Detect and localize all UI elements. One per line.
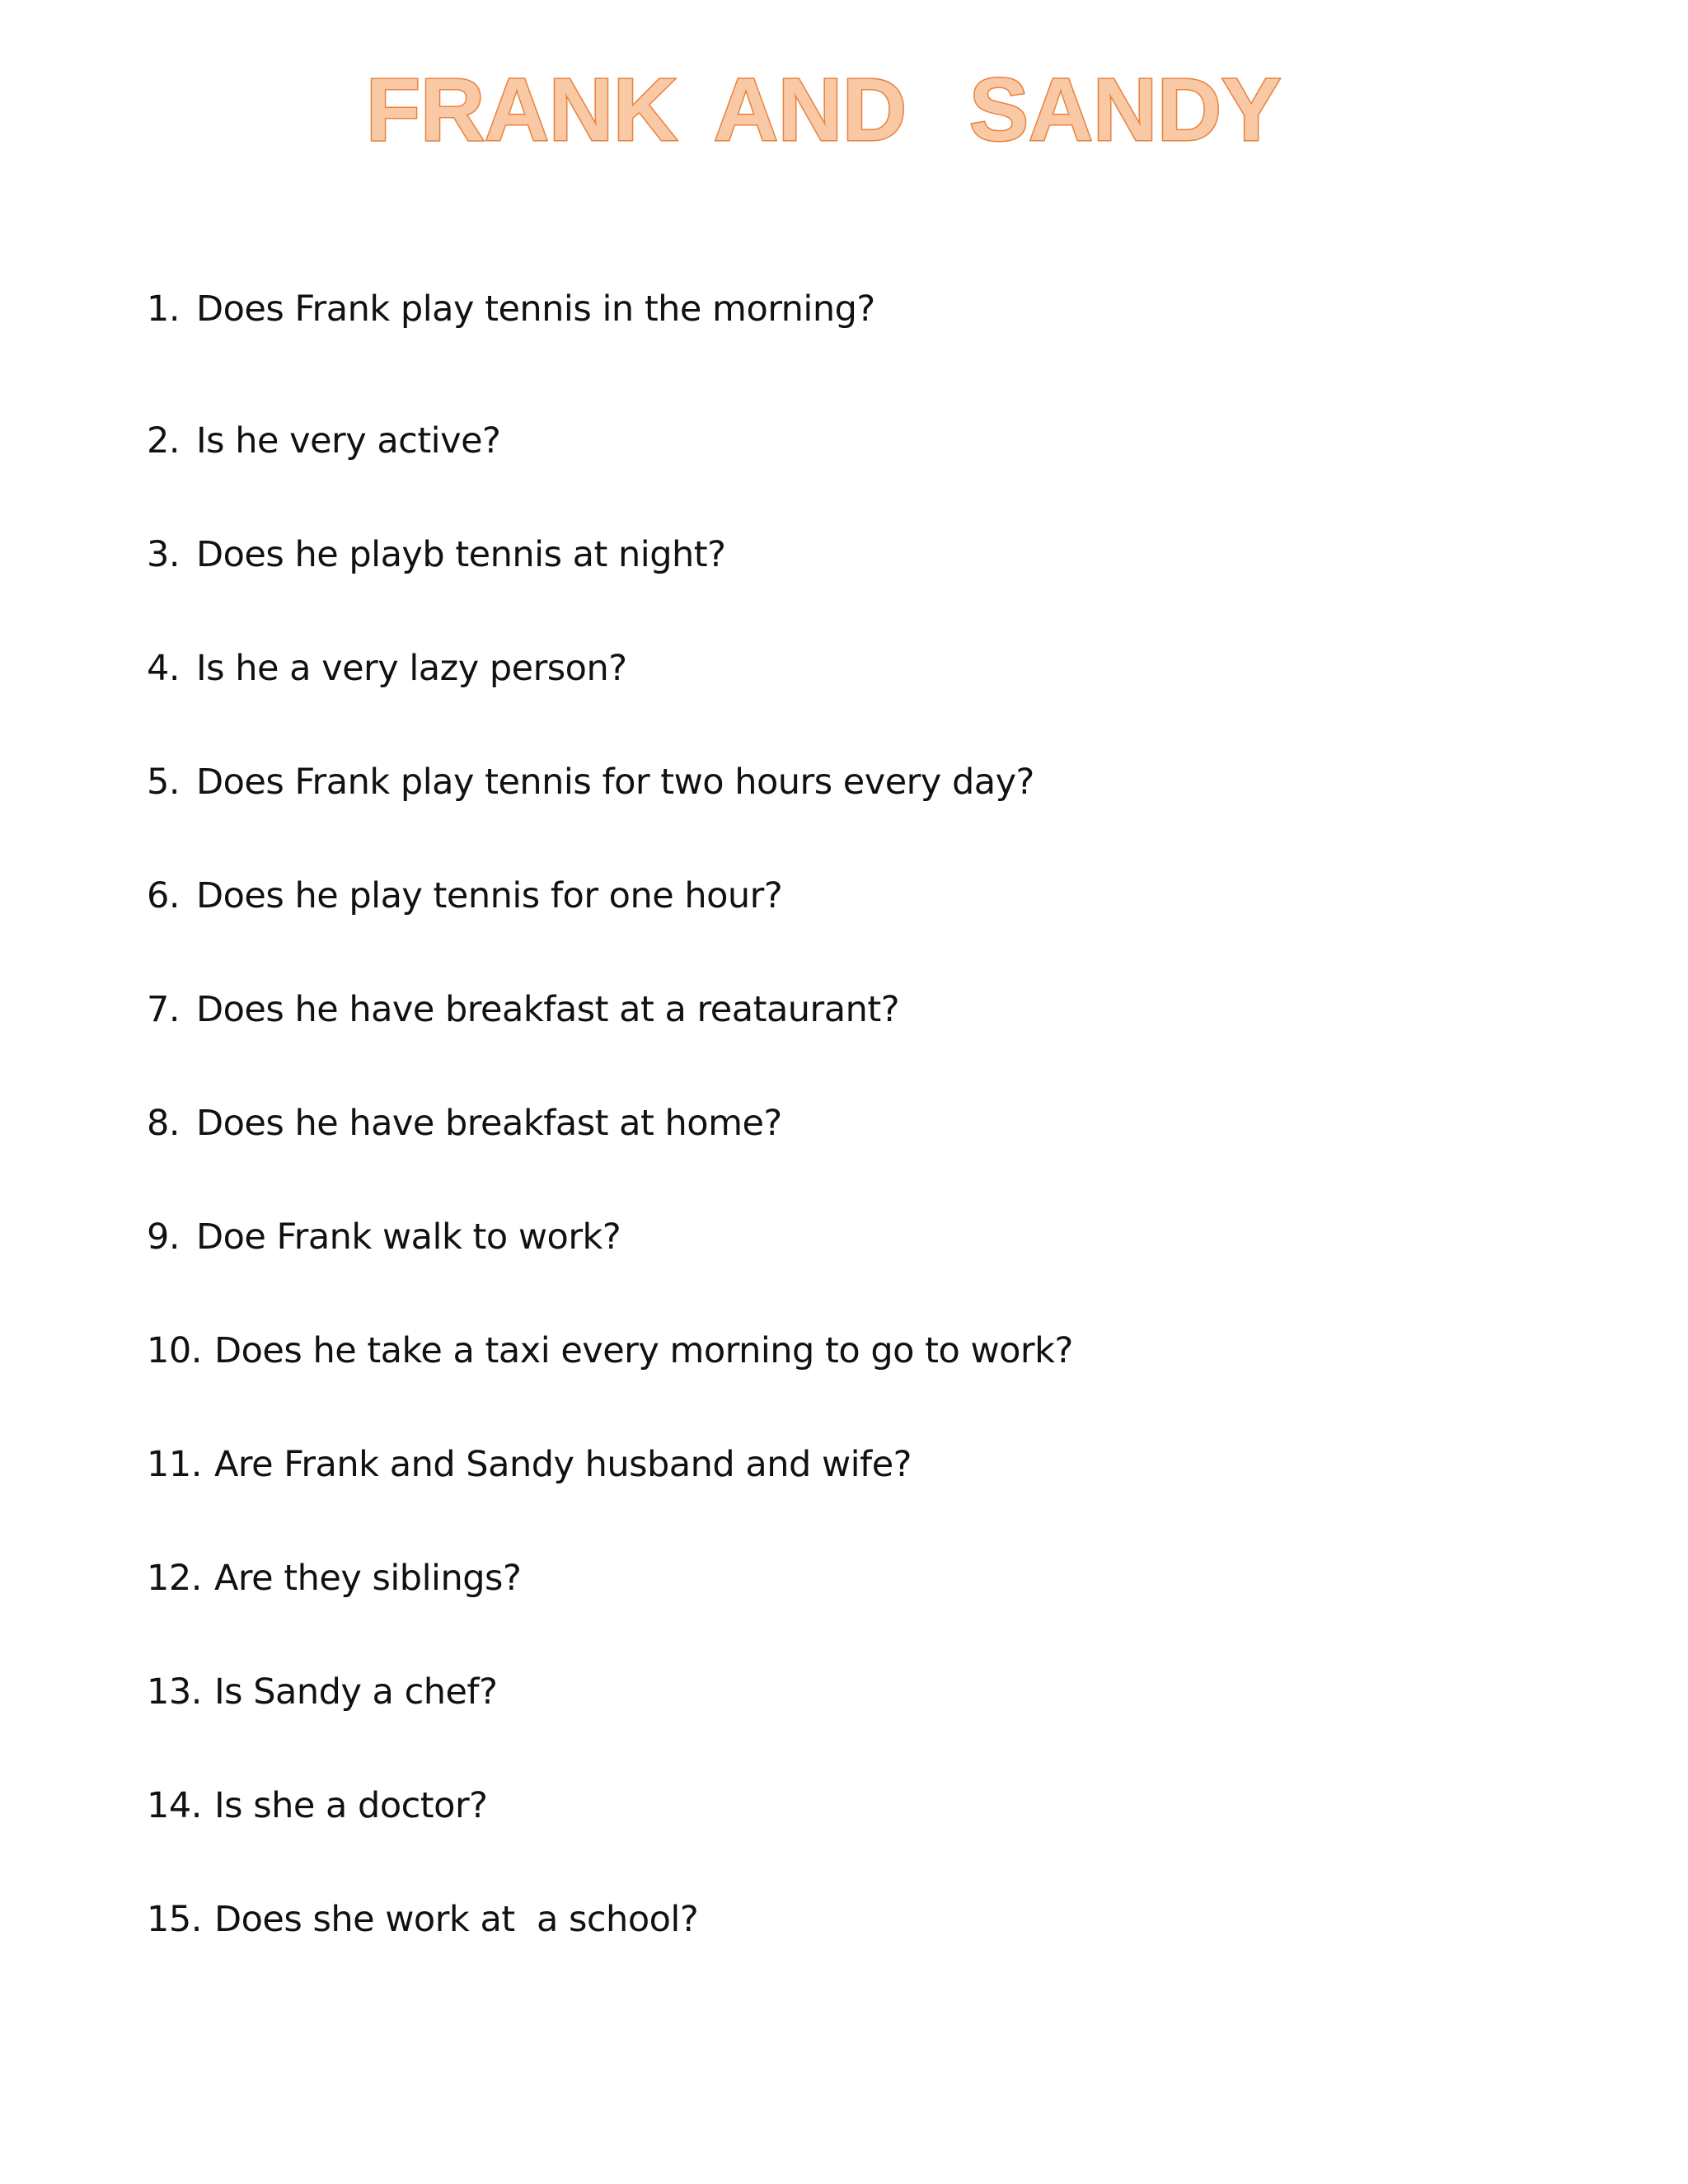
question-text: Is he very active?: [196, 420, 501, 462]
question-number: 12.: [147, 1558, 202, 1599]
question-item: [147, 757, 1034, 807]
question-text: Are Frank and Sandy husband and wife?: [214, 1444, 912, 1485]
question-item: [147, 1667, 497, 1717]
question-text: Does she work at a school?: [214, 1899, 699, 1940]
question-text: Does Frank play tennis in the morning?: [196, 288, 875, 330]
title-word-and: AND: [714, 59, 907, 157]
question-item: [147, 1440, 912, 1489]
question-number: 9.: [147, 1216, 181, 1258]
question-text: Is she a doctor?: [214, 1785, 488, 1826]
question-text: Does he playb tennis at night?: [196, 534, 726, 575]
question-text: Does he take a taxi every morning to go to work?: [214, 1330, 1073, 1371]
question-number: 5.: [147, 762, 181, 803]
question-text: Is Sandy a chef?: [214, 1671, 498, 1713]
question-number: 2.: [147, 420, 181, 462]
question-item: [147, 1212, 621, 1262]
question-text: Doe Frank walk to work?: [196, 1216, 621, 1258]
question-item: [147, 284, 875, 334]
question-item: [147, 644, 627, 693]
question-text: Does he have breakfast at home?: [196, 1103, 782, 1144]
title-word-sandy: SANDY: [969, 59, 1282, 157]
question-item: [147, 985, 899, 1034]
question-number: 4.: [147, 648, 181, 689]
question-item: [147, 530, 725, 579]
question-item: [147, 871, 782, 921]
question-number: 14.: [147, 1785, 202, 1826]
question-number: 7.: [147, 989, 181, 1030]
question-number: 10.: [147, 1330, 202, 1371]
question-number: 3.: [147, 534, 181, 575]
question-number: 6.: [147, 875, 181, 916]
question-item: [147, 1099, 782, 1148]
question-text: Are they siblings?: [214, 1558, 522, 1599]
question-number: 1.: [147, 288, 181, 330]
question-item: [147, 1326, 1073, 1376]
question-text: Does he play tennis for one hour?: [196, 875, 783, 916]
question-number: 11.: [147, 1444, 202, 1485]
question-text: Is he a very lazy person?: [196, 648, 627, 689]
question-text: Does he have breakfast at a reataurant?: [196, 989, 900, 1030]
question-item: [147, 416, 500, 466]
worksheet-title: [0, 58, 1688, 157]
title-word-frank: FRANK: [366, 59, 678, 157]
question-number: 15.: [147, 1899, 202, 1940]
question-number: 8.: [147, 1103, 181, 1144]
question-number: 13.: [147, 1671, 202, 1713]
question-item: [147, 1554, 521, 1603]
question-item: [147, 1895, 698, 1944]
question-text: Does Frank play tennis for two hours every day?: [196, 762, 1034, 803]
question-item: [147, 1781, 487, 1830]
